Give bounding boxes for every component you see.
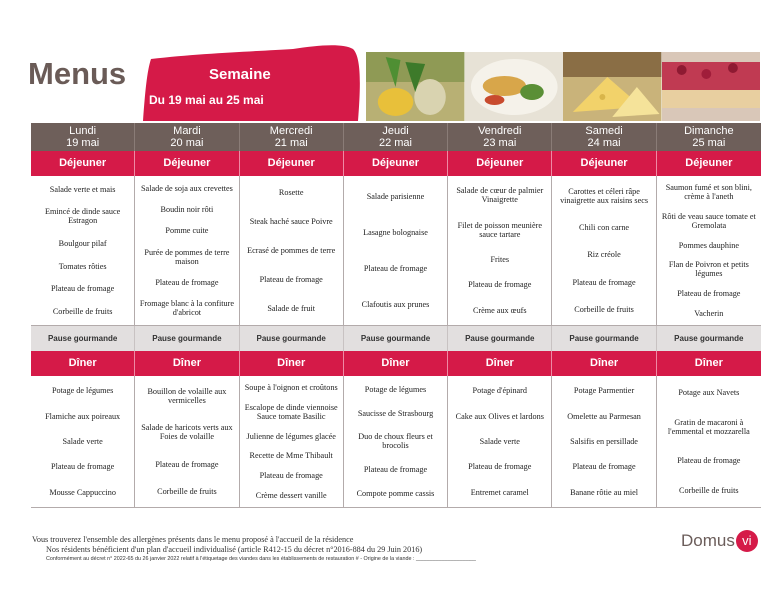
dish-item: Plateau de fromage [363,264,428,274]
menu-table [31,123,761,509]
pause-gourmande-label: Pause gourmande [240,326,344,351]
allergen-note: Vous trouverez l'ensemble des allergènes présents dans le menu proposé à l'accueil de la résidence [32,535,354,544]
dish-item: Plateau de fromage [259,470,323,480]
day-date: 21 mai [274,137,308,149]
dish-item: Saucisse de Strasbourg [357,408,434,418]
diner-label: Dîner [552,351,656,376]
dish-item: Frites [490,254,510,264]
diner-dishes [240,376,344,508]
day-name: Mercredi [269,125,313,137]
dish-item: Boudin noir rôti [160,205,214,215]
dish-item: Riz créole [587,250,621,260]
dish-item: Compote pomme cassis [356,488,435,498]
dish-item: Potage de légumes [364,385,427,395]
dish-item: Saumon fumé et son blini, crème à l'aneth [665,183,752,202]
diner-dishes [552,376,656,508]
dish-item: Plateau de fromage [572,462,636,472]
pause-gourmande-label: Pause gourmande [448,326,552,351]
dish-item: Filet de poisson meunière sauce tartare [457,220,542,239]
dish-item: Lasagne bolognaise [363,227,428,237]
dish-item: Potage de légumes [51,386,114,396]
dish-item: Potage aux Navets [678,388,740,398]
dejeuner-dishes [240,176,344,326]
dish-item: Vacherin [694,308,724,318]
dejeuner-label: Déjeuner [344,151,448,176]
dish-item: Salade de cœur de palmier Vinaigrette [456,186,544,205]
dish-item: Salsifis en persillade [570,436,638,446]
dejeuner-dishes [552,176,656,326]
dish-item: Boulgour pilaf [58,239,107,249]
dish-item: Chili con carne [579,223,630,233]
dish-item: Emincé de dinde sauce Estragon [45,207,121,226]
dish-item: Fromage blanc à la confiture d'abricot [139,298,234,317]
date-range: Du 19 mai au 25 mai [149,93,264,107]
dish-item: Corbeille de fruits [52,307,113,317]
dish-item: Duo de choux fleurs et brocolis [358,432,433,451]
day-name: Lundi [69,125,97,137]
dish-item: Gratin de macaroni à l'emmental et mozzarella [667,417,750,436]
welcome-plan-note: Nos résidents bénéficient d'un plan d'accueil individualisé (article R412-15 du décret n°2016-884 du 29 Juin 2016) [46,545,423,554]
dejeuner-dishes [657,176,761,326]
dish-item: Soupe à l'oignon et croûtons [244,383,338,393]
dish-item: Rosette [278,188,304,197]
dish-item: Purée de pommes de terre maison [144,247,230,266]
dejeuner-label: Déjeuner [657,151,761,176]
logo-mark: vi [736,530,758,552]
dish-item: Plateau de fromage [468,280,532,290]
dejeuner-dishes [135,176,239,326]
diner-dishes [135,376,239,508]
day-date: 22 mai [378,137,412,149]
day-header [552,123,656,151]
day-name: Samedi [585,125,623,137]
dish-item: Plateau de fromage [468,462,532,472]
dish-item: Bouillon de volaille aux vermicelles [147,387,227,406]
day-name: Vendredi [478,125,522,137]
diner-label: Dîner [448,351,552,376]
food-photos [366,52,760,121]
dish-item: Corbeille de fruits [157,486,217,496]
dish-item: Plateau de fromage [572,277,636,287]
day-header [657,123,761,151]
dish-item: Plateau de fromage [363,465,428,475]
dish-item: Entremet caramel [470,487,529,497]
dejeuner-label: Déjeuner [31,151,135,176]
diner-label: Dîner [657,351,761,376]
day-header [31,123,135,151]
dish-item: Cake aux Olives et lardons [455,411,544,421]
dejeuner-dishes [31,176,135,326]
dish-item: Crème aux œufs [472,305,527,315]
day-name: Dimanche [684,125,734,137]
dish-item: Ecrasé de pommes de terre [247,246,336,255]
dejeuner-label: Déjeuner [135,151,239,176]
dish-item: Carottes et céleri râpe vinaigrette aux raisins secs [560,187,649,206]
dish-item: Salade de soja aux crevettes [141,184,233,194]
dish-item: Potage d'épinard [472,386,527,396]
pause-gourmande-label: Pause gourmande [344,326,448,351]
day-date: 20 mai [170,137,204,149]
dejeuner-label: Déjeuner [552,151,656,176]
dish-item: Salade de fruit [267,304,316,313]
pause-gourmande-label: Pause gourmande [135,326,239,351]
dish-item: Flan de Poivron et petits légumes [668,260,749,279]
tarte-photo [662,52,761,121]
day-date: 19 mai [66,137,100,149]
dish-item: Plateau de fromage [155,277,219,287]
dish-item: Rôti de veau sauce tomate et Gremolata [661,211,756,230]
diner-dishes [448,376,552,508]
dejeuner-label: Déjeuner [240,151,344,176]
dish-item: Plateau de fromage [259,275,323,284]
poisson-photo [465,52,564,121]
day-date: 25 mai [692,137,726,149]
diner-dishes [657,376,761,508]
dish-item: Plateau de fromage [155,459,219,469]
dish-item: Salade verte et mais [49,184,116,194]
diner-label: Dîner [344,351,448,376]
dish-item: Escalope de dinde viennoise Sauce tomate Basilic [244,402,338,421]
dish-item: Pommes dauphine [678,240,739,250]
dish-item: Plateau de fromage [677,288,741,298]
dish-item: Salade parisienne [366,191,425,201]
dejeuner-dishes [448,176,552,326]
domusvi-logo [681,530,758,552]
dish-item: Salade de haricots verts aux Foies de volaille [141,423,233,442]
dish-item: Mousse Cappuccino [49,487,116,497]
day-header [344,123,448,151]
diner-label: Dîner [240,351,344,376]
dejeuner-label: Déjeuner [448,151,552,176]
day-header [135,123,239,151]
day-header [240,123,344,151]
week-label: Semaine [209,66,271,83]
diner-dishes [31,376,135,508]
dish-item: Omelette au Parmesan [567,411,641,421]
dish-item: Salade verte [479,436,520,446]
dejeuner-dishes [344,176,448,326]
dish-item: Recette de Mme Thibault [249,451,333,461]
diner-label: Dîner [31,351,135,376]
dish-item: Crème dessert vanille [255,490,327,500]
dish-item: Salade verte [62,436,103,446]
dish-item: Plateau de fromage [51,462,115,472]
pause-gourmande-label: Pause gourmande [552,326,656,351]
day-date: 24 mai [587,137,621,149]
dish-item: Plateau de fromage [677,456,741,466]
dish-item: Flamiche aux poireaux [45,411,121,421]
day-name: Jeudi [382,125,409,137]
dish-item: Steak haché sauce Poivre [249,217,333,226]
page-title: Menus [28,56,127,91]
day-date: 23 mai [483,137,517,149]
dish-item: Potage Parmentier [573,386,635,396]
verrine-photo [366,52,465,121]
dish-item: Tomates rôties [58,261,107,271]
day-name: Mardi [173,125,201,137]
dish-item: Corbeille de fruits [679,485,739,495]
dish-item: Banane rôtie au miel [570,487,639,497]
diner-dishes [344,376,448,508]
diner-label: Dîner [135,351,239,376]
day-header [448,123,552,151]
dish-item: Pomme cuite [165,226,209,236]
dish-item: Corbeille de fruits [574,304,634,314]
dish-item: Julienne de légumes glacée [246,431,336,441]
fromage-photo [563,52,662,121]
dish-item: Plateau de fromage [51,284,115,294]
meat-origin-note: Conformément au décret n° 2022-65 du 26 janvier 2022 relatif à l'étiquetage des viandes dans les établissements de restauration # - Origine de la viande : ____________________ [46,556,476,562]
logo-text: Domus [681,531,735,550]
dish-item: Clafoutis aux prunes [361,300,430,310]
pause-gourmande-label: Pause gourmande [657,326,761,351]
pause-gourmande-label: Pause gourmande [31,326,135,351]
